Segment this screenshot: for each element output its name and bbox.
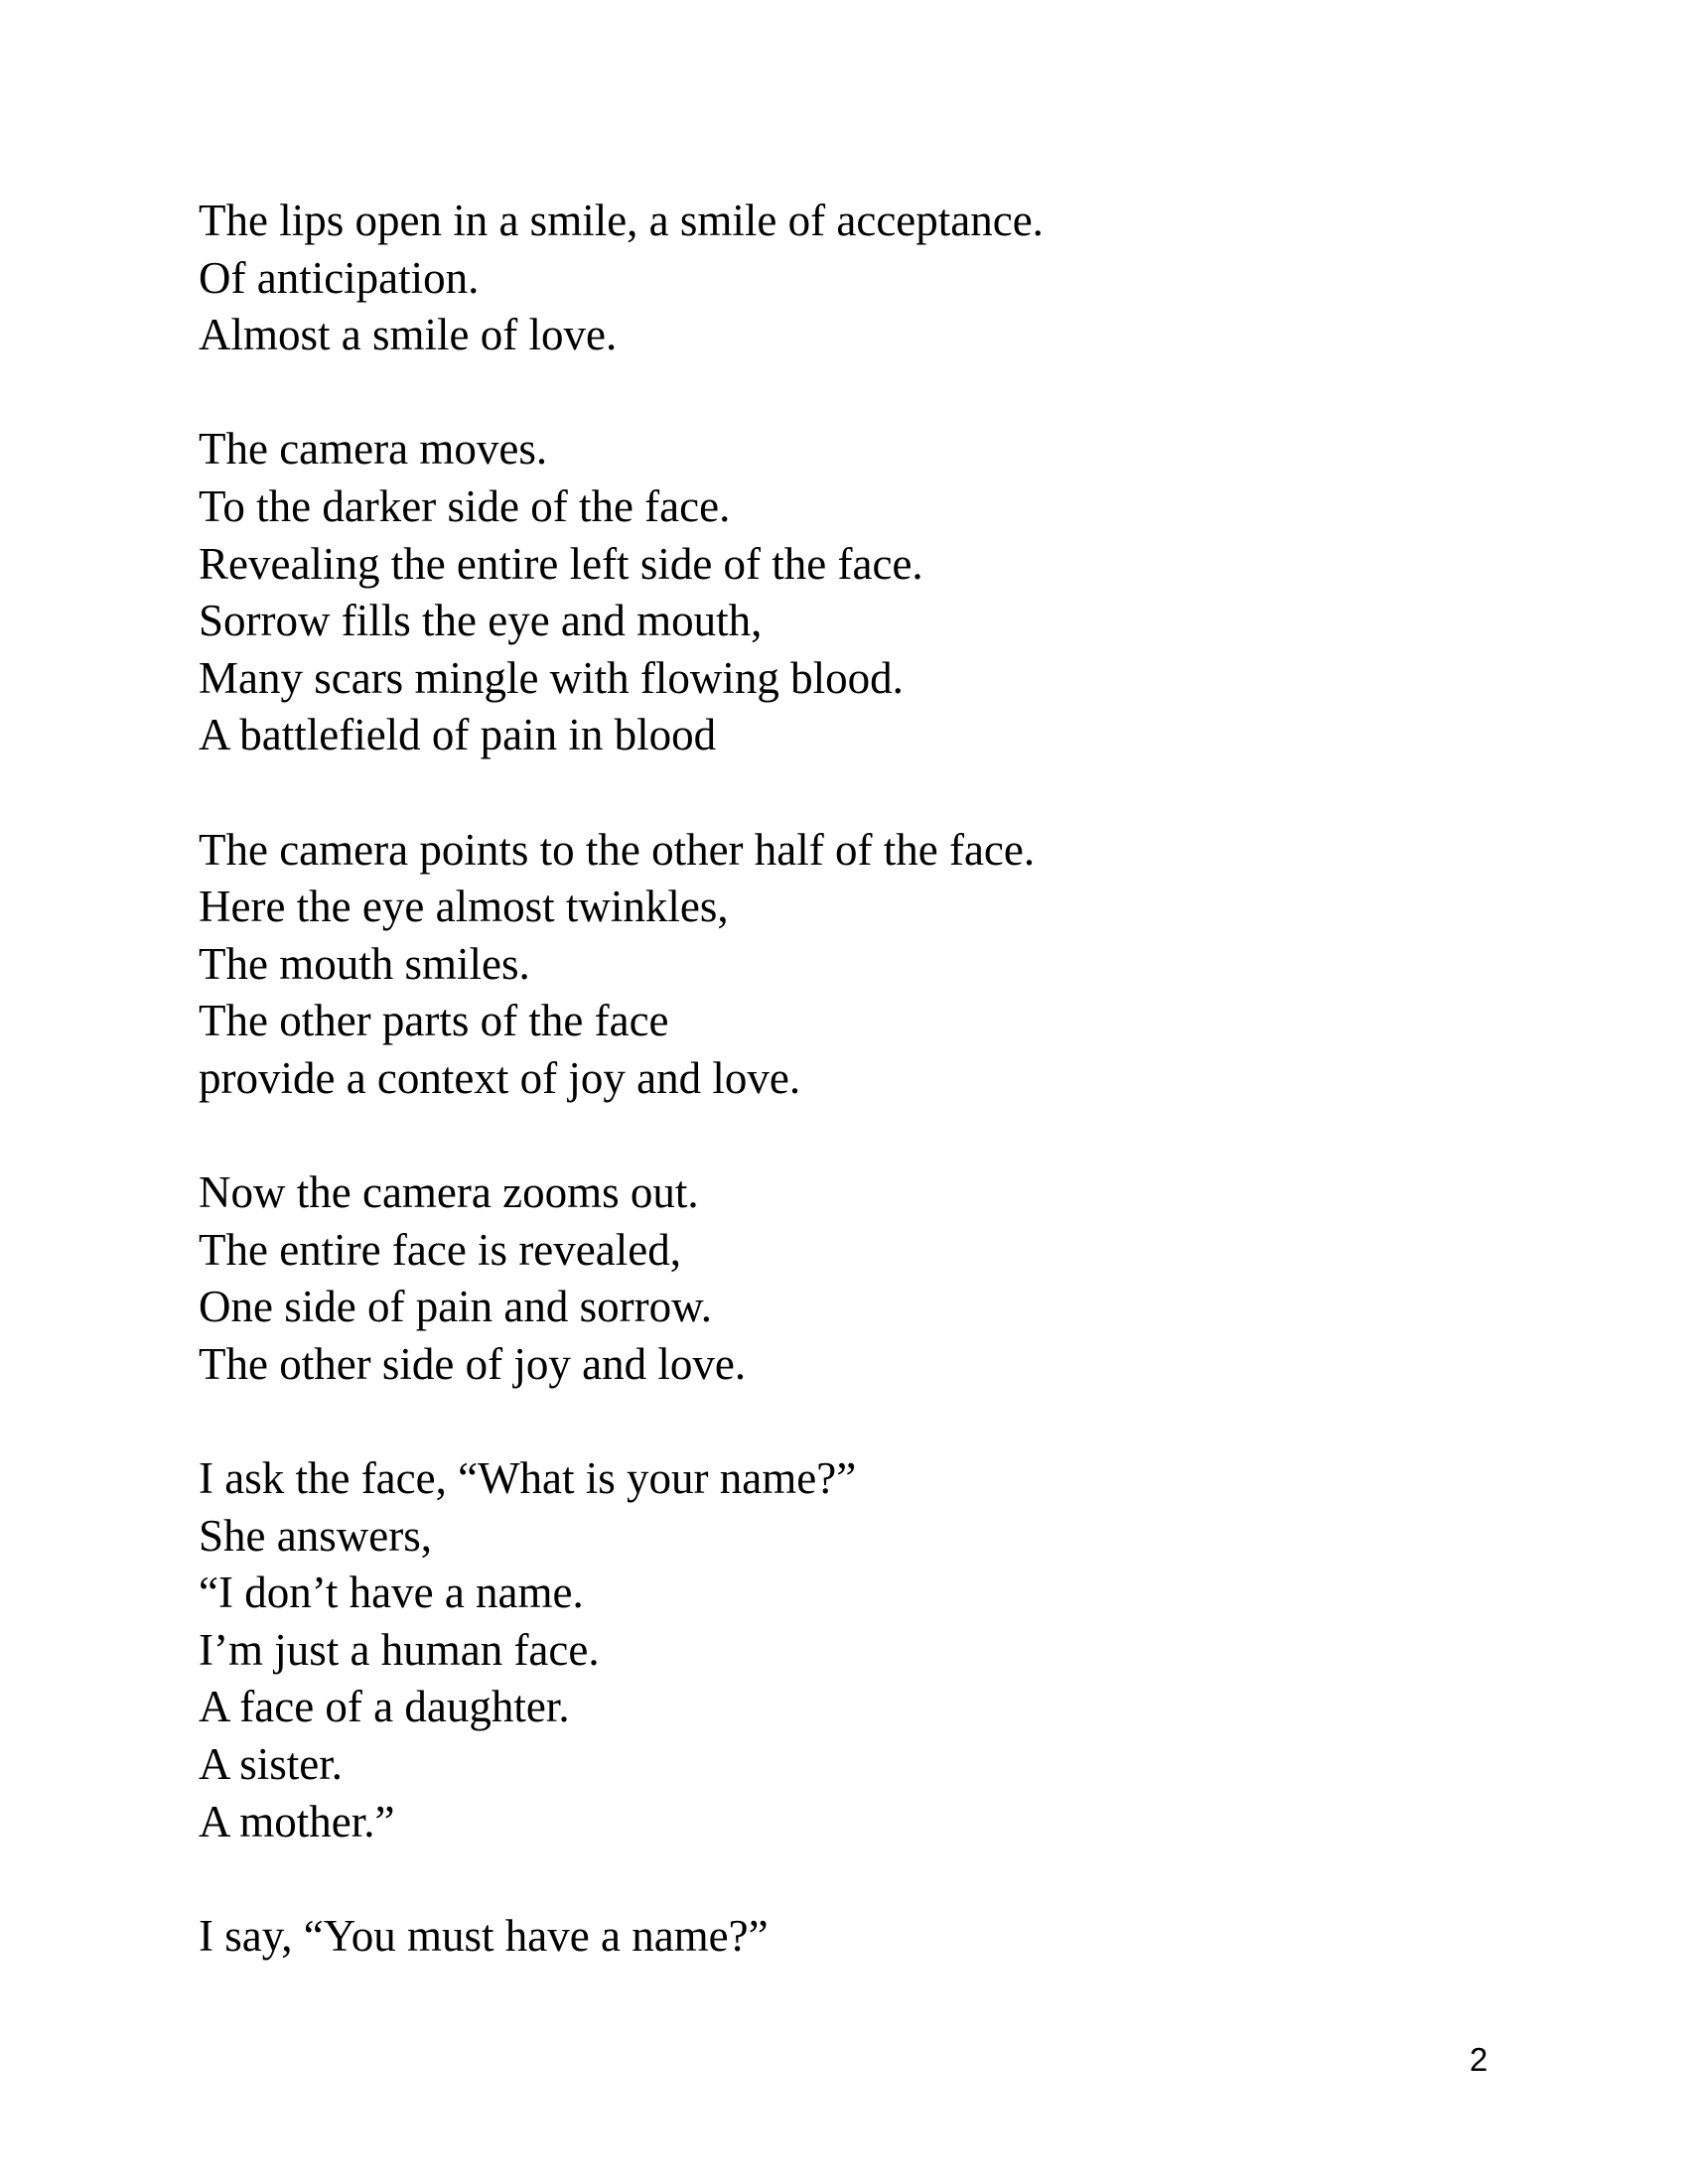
- poem-line: provide a context of joy and love.: [199, 1052, 801, 1103]
- poem-line: “I don’t have a name.: [199, 1568, 584, 1618]
- poem-line: She answers,: [199, 1510, 432, 1561]
- poem-line: The other side of joy and love.: [199, 1338, 747, 1389]
- stanza: [199, 1450, 1044, 1850]
- stanza: [199, 1908, 1044, 1966]
- poem-line: A mother.”: [199, 1796, 395, 1846]
- poem-line: To the darker side of the face.: [199, 480, 731, 531]
- stanza: [199, 1164, 1044, 1393]
- poem-line: The entire face is revealed,: [199, 1224, 681, 1275]
- poem-line: A sister.: [199, 1739, 344, 1790]
- poem-line: I say, “You must have a name?”: [199, 1910, 769, 1961]
- stanza: [199, 421, 1044, 764]
- poem-line: A battlefield of pain in blood: [199, 710, 717, 760]
- poem-line: Here the eye almost twinkles,: [199, 882, 729, 932]
- poem-body: [199, 193, 1044, 2022]
- poem-line: Revealing the entire left side of the face.: [199, 538, 923, 589]
- poem-line: Sorrow fills the eye and mouth,: [199, 596, 763, 646]
- poem-line: The camera points to the other half of the face.: [199, 824, 1036, 875]
- poem-line: The mouth smiles.: [199, 938, 530, 989]
- poem-line: Many scars mingle with flowing blood.: [199, 652, 904, 703]
- poem-line: The lips open in a smile, a smile of acceptance.: [199, 196, 1044, 245]
- poem-line: Almost a smile of love.: [199, 310, 618, 360]
- poem-line: Now the camera zooms out.: [199, 1167, 699, 1218]
- poem-line: A face of a daughter.: [199, 1682, 570, 1732]
- page-number: 2: [1470, 2041, 1488, 2078]
- poem-line: I ask the face, “What is your name?”: [199, 1453, 857, 1504]
- poem-line: I’m just a human face.: [199, 1624, 600, 1675]
- poem-line: The camera moves.: [199, 424, 548, 475]
- poem-line: Of anticipation.: [199, 252, 480, 303]
- poem-line: One side of pain and sorrow.: [199, 1282, 712, 1332]
- stanza: [199, 193, 1044, 364]
- poem-line: The other parts of the face: [199, 996, 669, 1046]
- stanza: [199, 822, 1044, 1108]
